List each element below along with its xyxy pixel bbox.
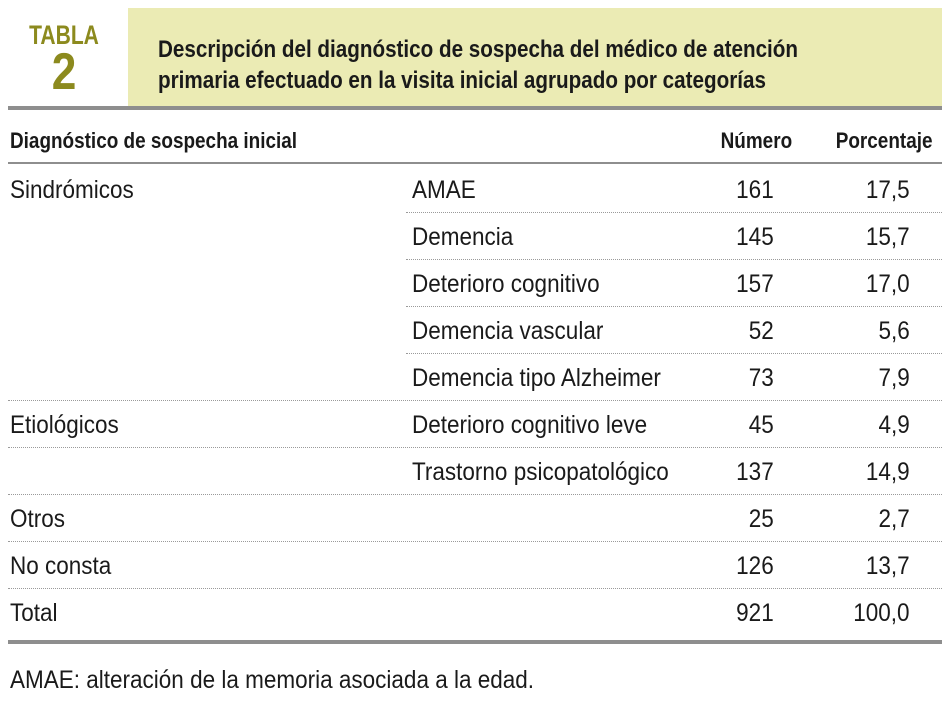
table-row bbox=[8, 495, 942, 542]
table-number: 2 bbox=[51, 43, 77, 101]
header-rule bbox=[8, 162, 942, 164]
row-percentage: 4,9 bbox=[878, 411, 910, 439]
row-category: No consta bbox=[10, 552, 112, 580]
table-title bbox=[158, 34, 829, 96]
top-rule bbox=[8, 106, 942, 110]
row-subcategory: Demencia tipo Alzheimer bbox=[412, 364, 661, 392]
table-number-box bbox=[8, 8, 124, 106]
table-row-total bbox=[8, 589, 942, 636]
row-percentage: 2,7 bbox=[878, 505, 910, 533]
row-category: Otros bbox=[10, 505, 66, 533]
table-title-box bbox=[128, 8, 942, 106]
row-number: 25 bbox=[748, 505, 774, 533]
row-percentage: 17,5 bbox=[866, 176, 910, 204]
row-subcategory: Deterioro cognitivo leve bbox=[412, 411, 648, 439]
row-percentage: 17,0 bbox=[866, 270, 910, 298]
row-percentage: 7,9 bbox=[878, 364, 910, 392]
row-number: 921 bbox=[736, 599, 774, 627]
row-subcategory: Demencia vascular bbox=[412, 317, 604, 345]
bottom-rule bbox=[8, 640, 942, 644]
table-row bbox=[8, 213, 942, 260]
column-header-percentage: Porcentaje bbox=[835, 128, 932, 153]
table-row bbox=[8, 260, 942, 307]
table-label: TABLA bbox=[29, 20, 99, 50]
table-row bbox=[8, 401, 942, 448]
table-row bbox=[8, 166, 942, 213]
row-category: Sindrómicos bbox=[10, 176, 134, 204]
row-category: Total bbox=[10, 599, 58, 627]
row-percentage: 5,6 bbox=[878, 317, 910, 345]
row-number: 161 bbox=[736, 176, 774, 204]
row-number: 126 bbox=[736, 552, 774, 580]
row-category: Etiológicos bbox=[10, 411, 119, 439]
row-percentage: 100,0 bbox=[853, 599, 910, 627]
table-footnote: AMAE: alteración de la memoria asociada a la edad. bbox=[10, 666, 535, 694]
row-percentage: 14,9 bbox=[866, 458, 910, 486]
table-row bbox=[8, 307, 942, 354]
row-number: 45 bbox=[748, 411, 774, 439]
column-headers bbox=[8, 114, 942, 162]
row-percentage: 13,7 bbox=[866, 552, 910, 580]
row-percentage: 15,7 bbox=[866, 223, 910, 251]
row-number: 73 bbox=[748, 364, 774, 392]
row-number: 157 bbox=[736, 270, 774, 298]
table-body bbox=[8, 166, 942, 636]
table-row bbox=[8, 354, 942, 401]
row-number: 145 bbox=[736, 223, 774, 251]
column-header-diagnosis: Diagnóstico de sospecha inicial bbox=[10, 128, 298, 153]
column-header-number: Número bbox=[720, 128, 792, 153]
row-subcategory: Demencia bbox=[412, 223, 514, 251]
table-title-line-2: primaria efectuado en la visita inicial agrupado por categorías bbox=[158, 67, 766, 94]
table-row bbox=[8, 542, 942, 589]
table-header bbox=[8, 8, 942, 106]
row-subcategory: AMAE bbox=[412, 176, 476, 204]
row-subcategory: Trastorno psicopatológico bbox=[412, 458, 669, 486]
table-row bbox=[8, 448, 942, 495]
row-number: 137 bbox=[736, 458, 774, 486]
row-subcategory: Deterioro cognitivo bbox=[412, 270, 600, 298]
table-title-line-1: Descripción del diagnóstico de sospecha del médico de atención bbox=[158, 36, 799, 63]
row-number: 52 bbox=[748, 317, 774, 345]
